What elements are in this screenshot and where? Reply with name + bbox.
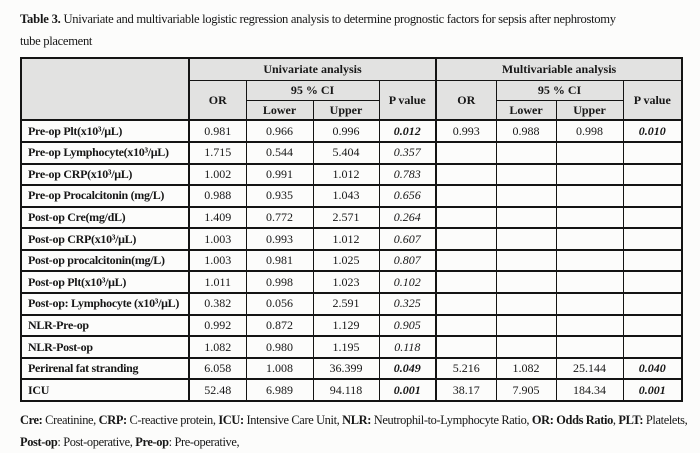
lower-value-multivariable <box>496 185 556 207</box>
footnote-segment: Intensive Care Unit, <box>243 413 343 428</box>
col-header-or-multivariable: OR <box>436 80 496 120</box>
row-label: Pre-op Plt(x10³/μL) <box>21 120 189 142</box>
upper-value-multivariable <box>556 315 623 337</box>
or-value-univariate: 1.409 <box>189 207 246 229</box>
or-value-multivariable <box>436 207 496 229</box>
or-value-univariate: 1.082 <box>189 336 246 358</box>
or-value-univariate: 52.48 <box>189 379 246 401</box>
or-value-multivariable <box>436 228 496 250</box>
or-value-univariate: 1.003 <box>189 250 246 272</box>
lower-value-univariate: 0.544 <box>246 142 313 164</box>
table-row <box>21 207 682 229</box>
upper-value-multivariable <box>556 293 623 315</box>
lower-value-multivariable <box>496 164 556 186</box>
upper-value-univariate: 1.129 <box>313 315 379 337</box>
footnote-segment: C-reactive protein, <box>126 413 219 428</box>
upper-value-multivariable <box>556 142 623 164</box>
table-caption-label: Table 3. <box>20 12 61 26</box>
row-label: Post-op Plt(x10³/μL) <box>21 271 189 293</box>
table-row <box>21 358 682 380</box>
p-value-multivariable: 0.040 <box>623 358 682 380</box>
upper-value-multivariable <box>556 228 623 250</box>
lower-value-multivariable: 0.988 <box>496 120 556 142</box>
table-row <box>21 120 682 142</box>
row-label: Post-op: Lymphocyte (x10³/μL) <box>21 293 189 315</box>
row-label: Pre-op Lymphocyte(x10³/μL) <box>21 142 189 164</box>
lower-value-univariate: 1.008 <box>246 358 313 380</box>
upper-value-univariate: 2.591 <box>313 293 379 315</box>
table-row <box>21 293 682 315</box>
or-value-univariate: 0.981 <box>189 120 246 142</box>
upper-value-multivariable: 184.34 <box>556 379 623 401</box>
upper-value-univariate: 1.012 <box>313 228 379 250</box>
p-value-multivariable <box>623 271 682 293</box>
footnote-segment: CRP: <box>98 413 127 428</box>
p-value-univariate: 0.783 <box>379 164 436 186</box>
footnote-segment: : Pre-operative, <box>168 435 240 450</box>
p-value-multivariable <box>623 293 682 315</box>
col-header-upper-univariate: Upper <box>313 100 379 120</box>
upper-value-univariate: 36.399 <box>313 358 379 380</box>
footnote-segment: Pre-op <box>135 435 169 450</box>
row-label: Post-op procalcitonin(mg/L) <box>21 250 189 272</box>
col-header-pvalue-multivariable: P value <box>623 80 682 120</box>
upper-value-univariate: 1.043 <box>313 185 379 207</box>
p-value-multivariable <box>623 142 682 164</box>
or-value-multivariable <box>436 315 496 337</box>
table-row <box>21 185 682 207</box>
lower-value-univariate: 0.981 <box>246 250 313 272</box>
or-value-multivariable <box>436 250 496 272</box>
upper-value-multivariable <box>556 207 623 229</box>
p-value-multivariable <box>623 207 682 229</box>
p-value-univariate: 0.001 <box>379 379 436 401</box>
table-row <box>21 164 682 186</box>
or-value-multivariable <box>436 271 496 293</box>
upper-value-univariate: 94.118 <box>313 379 379 401</box>
lower-value-univariate: 0.980 <box>246 336 313 358</box>
or-value-univariate: 0.988 <box>189 185 246 207</box>
table-caption-line2: tube placement <box>20 33 93 48</box>
p-value-univariate: 0.325 <box>379 293 436 315</box>
footnote-segment: Platelets, <box>643 413 688 428</box>
p-value-univariate: 0.012 <box>379 120 436 142</box>
footnote-segment: Cre: <box>20 413 43 428</box>
table-row <box>21 336 682 358</box>
p-value-univariate: 0.264 <box>379 207 436 229</box>
row-label: NLR-Post-op <box>21 336 189 358</box>
lower-value-univariate: 0.056 <box>246 293 313 315</box>
or-value-multivariable <box>436 185 496 207</box>
upper-value-multivariable <box>556 185 623 207</box>
col-header-upper-multivariable: Upper <box>556 100 623 120</box>
upper-value-multivariable <box>556 250 623 272</box>
p-value-univariate: 0.118 <box>379 336 436 358</box>
upper-value-univariate: 0.996 <box>313 120 379 142</box>
p-value-multivariable <box>623 228 682 250</box>
footnote-segment: ICU: <box>218 413 244 428</box>
lower-value-univariate: 0.772 <box>246 207 313 229</box>
table-row <box>21 315 682 337</box>
group-header-univariate: Univariate analysis <box>189 58 436 80</box>
lower-value-multivariable <box>496 207 556 229</box>
or-value-univariate: 0.382 <box>189 293 246 315</box>
p-value-multivariable <box>623 164 682 186</box>
or-value-univariate: 1.002 <box>189 164 246 186</box>
upper-value-univariate: 1.023 <box>313 271 379 293</box>
lower-value-univariate: 0.935 <box>246 185 313 207</box>
upper-value-multivariable <box>556 164 623 186</box>
footnote-segment: Post-op <box>20 435 58 450</box>
row-label: Pre-op CRP(x10³/μL) <box>21 164 189 186</box>
p-value-univariate: 0.049 <box>379 358 436 380</box>
group-header-row <box>21 58 682 80</box>
row-label: ICU <box>21 379 189 401</box>
footnote-segment: : Post-operative, <box>57 435 136 450</box>
footnote-segment: PLT: <box>618 413 644 428</box>
or-value-multivariable <box>436 142 496 164</box>
table-row <box>21 379 682 401</box>
or-value-multivariable: 0.993 <box>436 120 496 142</box>
col-header-lower-univariate: Lower <box>246 100 313 120</box>
table-row <box>21 250 682 272</box>
upper-value-multivariable: 0.998 <box>556 120 623 142</box>
upper-value-multivariable <box>556 336 623 358</box>
footnote-segment: NLR: <box>342 413 372 428</box>
p-value-multivariable: 0.010 <box>623 120 682 142</box>
footnote-segment: OR: Odds Ratio <box>531 413 613 428</box>
upper-value-univariate: 5.404 <box>313 142 379 164</box>
p-value-univariate: 0.807 <box>379 250 436 272</box>
lower-value-multivariable: 1.082 <box>496 358 556 380</box>
or-value-univariate: 1.715 <box>189 142 246 164</box>
corner-cell <box>21 58 189 120</box>
group-header-multivariable: Multivariable analysis <box>436 58 682 80</box>
lower-value-multivariable: 7.905 <box>496 379 556 401</box>
lower-value-univariate: 0.993 <box>246 228 313 250</box>
lower-value-univariate: 0.966 <box>246 120 313 142</box>
or-value-univariate: 0.992 <box>189 315 246 337</box>
footnote-segment: Creatinine, <box>42 413 99 428</box>
table-row <box>21 142 682 164</box>
p-value-univariate: 0.607 <box>379 228 436 250</box>
lower-value-multivariable <box>496 228 556 250</box>
footnote-segment: , <box>612 413 619 428</box>
row-label: Post-op CRP(x10³/μL) <box>21 228 189 250</box>
footnote-segment: Neutrophil-to-Lymphocyte Ratio, <box>371 413 532 428</box>
lower-value-multivariable <box>496 336 556 358</box>
or-value-multivariable <box>436 293 496 315</box>
lower-value-multivariable <box>496 250 556 272</box>
or-value-multivariable <box>436 336 496 358</box>
or-value-univariate: 6.058 <box>189 358 246 380</box>
col-header-or-univariate: OR <box>189 80 246 120</box>
upper-value-univariate: 1.012 <box>313 164 379 186</box>
lower-value-univariate: 0.991 <box>246 164 313 186</box>
or-value-univariate: 1.011 <box>189 271 246 293</box>
p-value-multivariable: 0.001 <box>623 379 682 401</box>
p-value-univariate: 0.357 <box>379 142 436 164</box>
col-header-ci-multivariable: 95 % CI <box>496 80 623 100</box>
abbreviations-footnote <box>20 409 688 453</box>
regression-table <box>20 57 683 402</box>
table-body <box>21 120 682 401</box>
lower-value-univariate: 0.872 <box>246 315 313 337</box>
lower-value-multivariable <box>496 271 556 293</box>
p-value-univariate: 0.102 <box>379 271 436 293</box>
lower-value-multivariable <box>496 293 556 315</box>
upper-value-univariate: 1.195 <box>313 336 379 358</box>
p-value-multivariable <box>623 315 682 337</box>
col-header-pvalue-univariate: P value <box>379 80 436 120</box>
upper-value-multivariable: 25.144 <box>556 358 623 380</box>
p-value-univariate: 0.656 <box>379 185 436 207</box>
or-value-multivariable: 38.17 <box>436 379 496 401</box>
upper-value-univariate: 2.571 <box>313 207 379 229</box>
p-value-multivariable <box>623 250 682 272</box>
lower-value-univariate: 6.989 <box>246 379 313 401</box>
upper-value-multivariable <box>556 271 623 293</box>
lower-value-multivariable <box>496 142 556 164</box>
col-header-ci-univariate: 95 % CI <box>246 80 379 100</box>
or-value-multivariable <box>436 164 496 186</box>
p-value-univariate: 0.905 <box>379 315 436 337</box>
table-caption <box>20 9 681 52</box>
upper-value-univariate: 1.025 <box>313 250 379 272</box>
p-value-multivariable <box>623 185 682 207</box>
table-row <box>21 271 682 293</box>
row-label: Perirenal fat stranding <box>21 358 189 380</box>
table-caption-line1: Univariate and multivariable logistic regression analysis to determine prognostic factors for sepsis after nephrostomy <box>63 12 616 26</box>
lower-value-multivariable <box>496 315 556 337</box>
or-value-univariate: 1.003 <box>189 228 246 250</box>
col-header-lower-multivariable: Lower <box>496 100 556 120</box>
p-value-multivariable <box>623 336 682 358</box>
row-label: Post-op Cre(mg/dL) <box>21 207 189 229</box>
or-value-multivariable: 5.216 <box>436 358 496 380</box>
row-label: Pre-op Procalcitonin (mg/L) <box>21 185 189 207</box>
table-row <box>21 228 682 250</box>
lower-value-univariate: 0.998 <box>246 271 313 293</box>
row-label: NLR-Pre-op <box>21 315 189 337</box>
